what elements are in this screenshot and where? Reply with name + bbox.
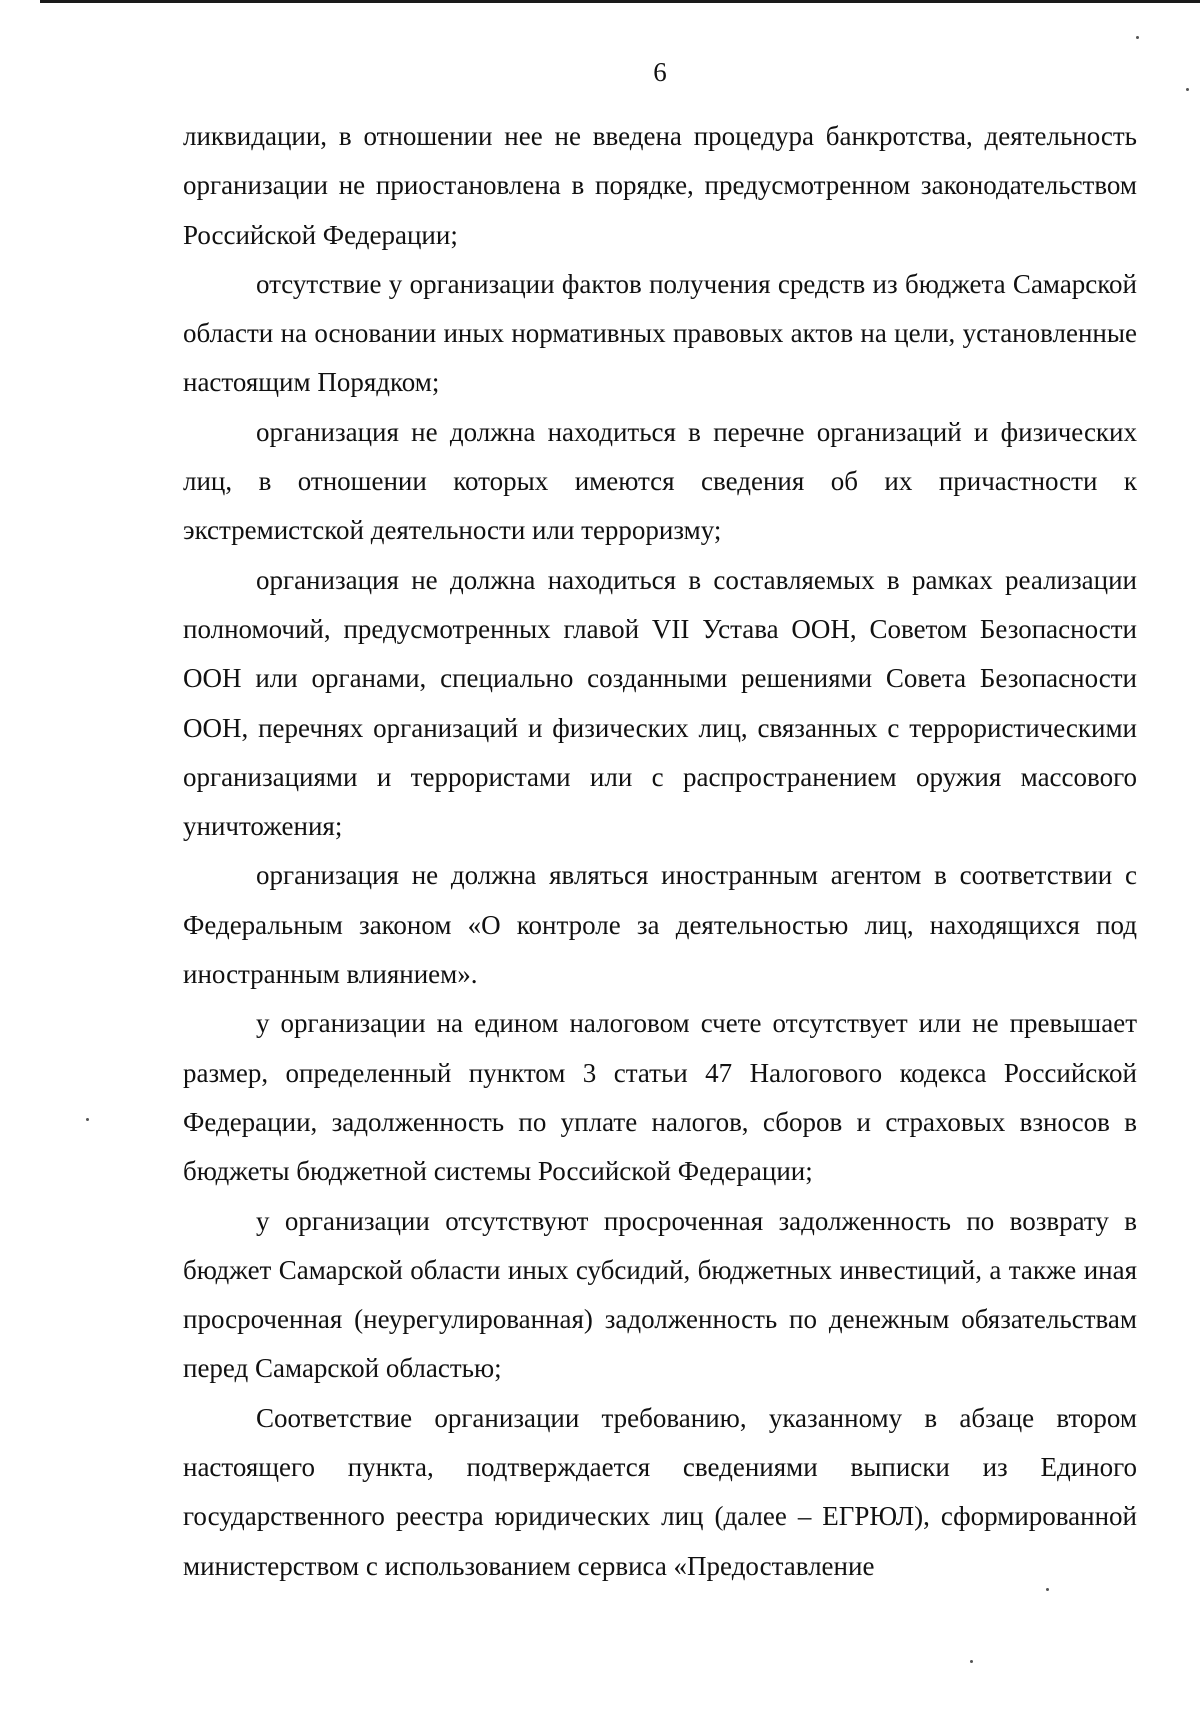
paragraph-bankruptcy: ликвидации, в отношении нее не введена процедура банкротства, деятельность организации не приостановлена в порядке, предусмотренном законодательством Российской Федерации; bbox=[183, 121, 1137, 250]
paragraph-overdue-debt: у организации отсутствуют просроченная задолженность по возврату в бюджет Самарской области иных субсидий, бюджетных инвестиций, а также иная просроченная (неурегулированная) задолженность по денежным обязательствам перед Самарской областью; bbox=[183, 1205, 1137, 1384]
paragraph-extremism-list: организация не должна находиться в перечне организаций и физических лиц, в отношении которых имеются сведения об их причастности к экстремистской деятельности или терроризму; bbox=[183, 416, 1137, 546]
scan-speck bbox=[86, 1118, 89, 1121]
paragraph-budget-funds: отсутствие у организации фактов получения средств из бюджета Самарской области на основании иных нормативных правовых актов на цели, установленные настоящим Порядком; bbox=[183, 268, 1137, 398]
paragraph-tax-debt: у организации на едином налоговом счете отсутствует или не превышает размер, определенный пунктом 3 статьи 47 Налогового кодекса Российской Федерации, задолженность по уплате налогов, сборов и страховых взносов в бюджеты бюджетной системы Российской Федерации; bbox=[183, 1008, 1137, 1187]
scan-speck bbox=[1046, 1588, 1049, 1591]
page-number: 6 bbox=[653, 57, 667, 87]
scan-speck bbox=[1136, 36, 1139, 39]
paragraph-egrul: Соответствие организации требованию, указанному в абзаце втором настоящего пункта, подтверждается сведениями выписки из Единого государственного реестра юридических лиц (далее – ЕГРЮЛ), сформированной министерством с использованием сервиса «Предоставление bbox=[183, 1402, 1137, 1581]
scan-speck bbox=[970, 1660, 973, 1663]
scan-speck bbox=[1186, 88, 1189, 91]
document-body bbox=[183, 112, 1137, 1591]
paragraph-un-sanctions: организация не должна находиться в составляемых в рамках реализации полномочий, предусмотренных главой VII Устава ООН, Советом Безопасности ООН или органами, специально созданными решениями Совета Безопасности ООН, перечнях организаций и физических лиц, связанных с террористическими организациями и террористами или с распространением оружия массового уничтожения; bbox=[183, 564, 1137, 842]
paragraph-foreign-agent: организация не должна являться иностранным агентом в соответствии с Федеральным законом «О контроле за деятельностью лиц, находящихся под иностранным влиянием». bbox=[183, 860, 1137, 990]
